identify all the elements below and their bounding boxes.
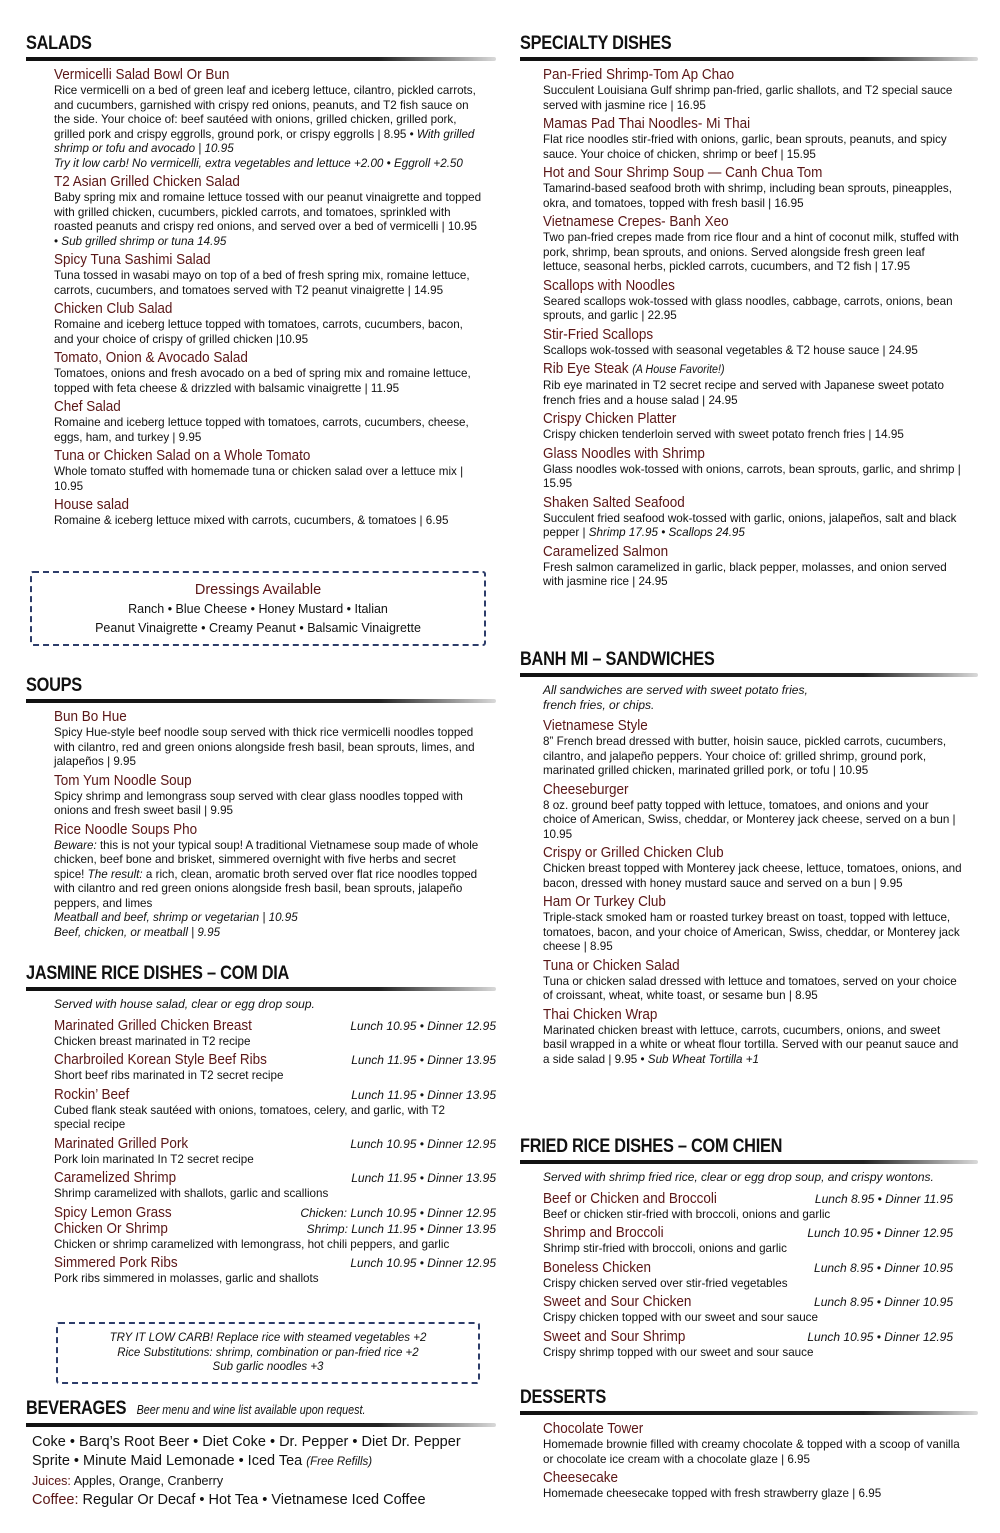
menu-item [543,278,978,323]
menu-item [543,1225,953,1256]
item-description: Rice vermicelli on a bed of green leaf and iceberg lettuce, cilantro, pickled carrots, and cucumbers, garnished with crispy red onions, peanuts, and T2 fish sauce on the side. Your choice of: beef sautéed with onions, grilled chicken, grilled pork, grilled pork and crispy eggrolls, ground pork, or crispy eggrolls | 8.95 • With grilled shrimp or tofu and avocado | 10.95 Try it low carb! No vermicelli, extra vegetables and lettuce +2.00 • Eggroll +2.50 [54,83,476,170]
item-name: Cheeseburger [543,781,629,798]
menu-item [54,252,496,297]
item-description: Crispy chicken tenderloin served with sweet potato french fries | 14.95 [543,427,904,441]
item-name: Stir-Fried Scallops [543,326,654,343]
menu-item [543,1294,953,1325]
dressings-title: Dressings Available [194,582,322,598]
item-name: Rice Noodle Soups Pho [54,821,198,838]
item-description: Beef or chicken stir-fried with broccoli, onions and garlic [543,1206,831,1221]
item-description: Scallops wok-tossed with seasonal vegetables & T2 house sauce | 24.95 [543,342,918,357]
item-description: Baby spring mix and romaine lettuce tossed with our peanut vinaigrette and topped with grilled chicken, cucumbers, pickled carrots, and tomatoes, sprinkled with roasted peanuts and crispy red onions, and served over a bed of vermicelli | 10.95 • Sub grilled shrimp or tuna 14.95 [54,190,482,248]
specialty-section [520,32,978,593]
item-description: Whole tomato stuffed with homemade tuna or chicken salad over a lettuce mix | 10.95 [54,464,464,493]
item-description: Seared scallops wok-tossed with glass noodles, cabbage, carrots, onions, bean sprouts, and garlic | 22.95 [543,293,953,322]
item-description: Tuna or chicken salad dressed with lettuce and tomatoes, served on your choice of croissant, wheat, white toast, or sesame bun | 8.95 [543,973,957,1002]
section-title: JASMINE RICE DISHES – COM DIA [26,963,290,984]
item-name: Spicy Tuna Sashimi Salad [54,252,211,268]
menu-item [54,1205,496,1252]
beverage-list [32,1433,496,1510]
menu-item [54,67,496,170]
item-description: Homemade brownie filled with creamy chocolate & topped with a scoop of vanilla or chocolate ice cream with a chocolate glaze | 6.95 [543,1437,960,1466]
beverage-line: Sprite • Minute Maid Lemonade • Iced Tea (Free Refills) [32,1453,373,1469]
item-description: Flat rice noodles stir-fried with onions, garlic, bean sprouts, peanuts, and spicy sauce. Your choice of chicken, shrimp or beef | 15.95 [543,132,947,161]
dressings-box [30,571,486,646]
item-price: Shrimp: Lunch 11.95 • Dinner 13.95 [306,1221,496,1236]
item-name: Crispy or Grilled Chicken Club [543,845,724,861]
item-name: Scallops with Noodles [543,277,675,294]
item-name: Hot and Sour Shrimp Soup — Canh Chua Tom [543,165,823,181]
section-underline [26,1423,496,1427]
section-underline [26,57,496,61]
section-underline [520,1160,978,1164]
house-favorite-tag: (A House Favorite!) [632,364,725,376]
item-name: Shaken Salted Seafood [543,494,685,511]
juices-line: Juices: Apples, Orange, Cranberry [32,1474,224,1488]
section-title: BEVERAGES Beer menu and wine list available upon request. [26,1398,366,1419]
item-name: Tom Yum Noodle Soup [54,772,192,789]
menu-item [543,894,978,954]
menu-item [543,1007,978,1067]
item-note: Try it low carb! No vermicelli, extra vegetables and lettuce +2.00 • Eggroll +2.50 [54,155,463,170]
section-note: Served with shrimp fried rice, clear or egg drop soup, and crispy wontons. [543,1170,934,1184]
menu-item [543,327,978,358]
item-name: Boneless Chicken [543,1259,651,1276]
item-description: Crispy chicken topped with our sweet and sour sauce [543,1310,818,1324]
item-description: Chicken breast topped with Monterey jack cheese, lettuce, tomatoes, onions, and bacon, dressed with honey mustard sauce and served on a bun | 9.95 [543,861,962,890]
section-subtitle: Beer menu and wine list available upon request. [136,1403,366,1417]
item-description: Beware: this is not your typical soup! A traditional Vietnamese soup made of whole chicken, beef bone and brisket, simmered overnight with five herbs and secret spice! The result: a rich, clean, aromatic broth served over flat rice noodles topped with cilantro and red green onions alongside fresh basil, bean sprouts, jalapeño peppers, and limes Meatball and beef, shrimp or vegetarian | 10.95 Beef, chicken, or meatball | 9.95 [54,837,479,939]
item-price: Lunch 11.95 • Dinner 13.95 [351,1087,496,1102]
item-name: Pan-Fried Shrimp-Tom Ap Chao [543,67,735,83]
menu-item [543,1421,978,1466]
menu-item [543,214,978,274]
section-title: BANH MI – SANDWICHES [520,649,715,670]
item-name: T2 Asian Grilled Chicken Salad [54,174,240,190]
item-name: House salad [54,497,129,513]
item-description: Two pan-fried crepes made from rice flour and a hint of coconut milk, stuffed with pork, shrimp, bean sprouts, and onions. Served alongside fresh green leaf lettuce, seasonal herbs, pickled carrots, cucumbers, and T2 fish | 17.95 [543,230,959,273]
item-description: Succulent Louisiana Gulf shrimp pan-fried, garlic shallots, and T2 special sauce served with jasmine rice | 16.95 [543,83,953,112]
menu-item [543,411,978,442]
section-title: SPECIALTY DISHES [520,33,672,54]
dressings-line: Ranch • Blue Cheese • Honey Mustard • Italian [128,602,388,616]
jasmine-rice-section [26,962,496,1290]
item-name: Ham Or Turkey Club [543,894,666,910]
item-description: Pork ribs simmered in molasses, garlic and shallots [54,1271,319,1285]
item-description: Crispy chicken served over stir-fried vegetables [543,1275,788,1290]
item-description: Romaine & iceberg lettuce mixed with carrots, cucumbers, & tomatoes | 6.95 [54,513,449,527]
section-title: FRIED RICE DISHES – COM CHIEN [520,1136,783,1157]
item-description: Chicken breast marinated in T2 recipe [54,1033,251,1048]
item-description: Tomatoes, onions and fresh avocado on a bed of spring mix and romaine lettuce, topped with feta cheese & drizzled with balsamic vinaigrette | 11.95 [54,366,471,395]
item-description: Rib eye marinated in T2 secret recipe and served with Japanese sweet potato french fries and a house salad | 24.95 [543,378,944,407]
item-name: Tuna or Chicken Salad on a Whole Tomato [54,448,311,464]
item-name: Vermicelli Salad Bowl Or Bun [54,67,230,83]
item-description: Crispy shrimp topped with our sweet and sour sauce [543,1344,814,1359]
item-name: Chocolate Tower [543,1421,644,1437]
desserts-section [520,1386,978,1505]
item-price: Lunch 10.95 • Dinner 12.95 [350,1256,496,1270]
item-name: Rib Eye Steak (A House Favorite!) [543,361,725,377]
menu-item [543,1329,953,1360]
menu-item [54,1052,496,1083]
item-name: Shrimp and Broccoli [543,1225,664,1241]
item-price: Chicken: Lunch 10.95 • Dinner 12.95 [300,1205,496,1220]
menu-item [543,495,978,540]
item-name: Marinated Grilled Chicken Breast [54,1017,252,1034]
low-carb-line: Sub garlic noodles +3 [212,1361,324,1373]
item-description: Romaine and iceberg lettuce topped with tomatoes, carrots, cucumbers, bacon, and your choice of crispy of grilled chicken |10.95 [54,317,463,346]
item-name: Thai Chicken Wrap [543,1006,658,1023]
item-price: Lunch 8.95 • Dinner 11.95 [814,1191,953,1206]
beverage-line: Coke • Barq’s Root Beer • Diet Coke • Dr. Pepper • Diet Dr. Pepper [32,1434,461,1450]
item-name: Tomato, Onion & Avocado Salad [54,350,248,366]
item-name: Vietnamese Crepes- Banh Xeo [543,214,729,230]
item-description: Chicken or shrimp caramelized with lemongrass, hot chili peppers, and garlic [54,1236,450,1251]
section-title: DESSERTS [520,1387,607,1408]
banh-mi-section [520,648,978,1070]
menu-item [54,399,496,444]
menu-item [54,1255,496,1286]
item-name: Beef or Chicken and Broccoli [543,1190,717,1207]
item-name: Crispy Chicken Platter [543,411,677,427]
item-description: Spicy shrimp and lemongrass soup served with clear glass noodles topped with onions and fresh sweet basil | 9.95 [54,788,463,817]
item-description: Glass noodles wok-tossed with onions, carrots, bean sprouts, garlic, and shrimp | 15.95 [543,461,961,490]
item-description: Succulent fried seafood wok-tossed with garlic, onions, jalapeños, salt and black pepper | Shrimp 17.95 • Scallops 24.95 [543,510,957,539]
section-underline [26,699,496,703]
item-name: Spicy Lemon Grass [54,1204,172,1221]
item-name: Rockin’ Beef [54,1086,130,1103]
menu-item [54,773,496,818]
section-note: Served with house salad, clear or egg drop soup. [54,997,315,1011]
section-title: SOUPS [26,675,82,696]
item-price: Lunch 10.95 • Dinner 12.95 [807,1329,953,1344]
menu-item [543,116,978,161]
item-name: Chef Salad [54,399,121,415]
section-underline [520,57,978,61]
item-name: Marinated Grilled Pork [54,1135,189,1152]
menu-item [543,165,978,210]
menu-item [54,174,496,248]
item-name: Sweet and Sour Chicken [543,1294,692,1310]
menu-item [543,1470,978,1501]
menu-item [543,1191,953,1222]
menu-item [543,446,978,491]
item-price: Lunch 11.95 • Dinner 13.95 [351,1053,496,1067]
menu-item [543,67,978,112]
section-underline [520,1411,978,1415]
item-name: Simmered Pork Ribs [54,1255,178,1271]
item-description: Tuna tossed in wasabi mayo on top of a bed of fresh spring mix, romaine lettuce, carrots, cucumbers, and tomatoes served with T2 peanut vinaigrette | 14.95 [54,268,470,297]
item-description: Fresh salmon caramelized in garlic, black pepper, molasses, and onion served with jasmine rice | 24.95 [543,559,947,588]
item-description: 8 oz. ground beef patty topped with lettuce, tomatoes, and onions and your choice of American, Swiss, cheddar, or Monterey jack cheese, served on a bun | 10.95 [543,797,956,841]
item-name: Chicken Club Salad [54,301,173,317]
menu-item [543,718,978,778]
item-name: Chicken Or Shrimp [54,1220,168,1237]
menu-item [54,709,496,769]
item-name: Sweet and Sour Shrimp [543,1328,686,1345]
section-underline [26,987,496,991]
item-price: Lunch 10.95 • Dinner 12.95 [350,1136,496,1151]
item-name: Vietnamese Style [543,718,648,734]
item-price: Lunch 11.95 • Dinner 13.95 [351,1171,496,1185]
menu-item [543,544,978,589]
section-underline [520,673,978,677]
item-description: Short beef ribs marinated in T2 secret recipe [54,1068,284,1082]
item-price: Lunch 8.95 • Dinner 10.95 [814,1260,953,1275]
item-description: Pork loin marinated In T2 secret recipe [54,1151,254,1166]
menu-item [543,782,978,842]
item-description: 8” French bread dressed with butter, hoisin sauce, pickled carrots, cucumbers, cilantro, and jalapeño peppers. Your choice of: grilled shrimp, ground pork, marinated grilled chicken, marinated grilled pork, or tofu | 10.95 [543,734,947,777]
item-name: Caramelized Shrimp [54,1170,177,1186]
menu-item [54,448,496,493]
menu-item [54,822,496,940]
coffee-line: Coffee: Regular Or Decaf • Hot Tea • Vietnamese Iced Coffee [32,1492,426,1508]
item-description: Triple-stack smoked ham or roasted turkey breast on toast, topped with lettuce, tomatoes, bacon, and your choice of American, Swiss, cheddar, or Monterey jack cheese | 8.95 [543,910,960,953]
item-description: Tamarind-based seafood broth with shrimp, including bean sprouts, pineapples, okra, and tomatoes, topped with fresh basil | 16.95 [543,181,952,210]
fried-rice-section [520,1135,978,1363]
item-name: Caramelized Salmon [543,543,669,560]
soups-section [26,674,496,943]
menu-item [543,1260,953,1291]
menu-item [543,958,978,1003]
menu-item [54,1170,496,1201]
item-description: Spicy Hue-style beef noodle soup served with thick rice vermicelli noodles topped with cilantro, red and green onions alongside fresh basil, bean sprouts, limes, and jalapeños | 9.95 [54,725,475,768]
item-name: Tuna or Chicken Salad [543,957,680,974]
item-price: Lunch 8.95 • Dinner 10.95 [814,1295,953,1309]
menu-item [54,497,496,528]
item-name: Bun Bo Hue [54,709,127,725]
low-carb-line: Rice Substitutions: shrimp, combination or pan-fried rice +2 [117,1346,419,1359]
item-name: Mamas Pad Thai Noodles- Mi Thai [543,116,751,132]
item-description: Marinated chicken breast with lettuce, carrots, cucumbers, onions, and sweet basil wrapped in a white or wheat flour tortilla. Served with our peanut sauce and a side salad | 9.95 • Sub Wheat Tortilla +1 [543,1022,959,1066]
item-description: Romaine and iceberg lettuce topped with tomatoes, carrots, cucumbers, cheese, eggs, ham, and turkey | 9.95 [54,415,469,444]
item-price: Lunch 10.95 • Dinner 12.95 [807,1226,953,1240]
item-description: Shrimp stir-fried with broccoli, onions and garlic [543,1241,787,1255]
menu-item [54,1018,496,1049]
item-price: Lunch 10.95 • Dinner 12.95 [350,1018,496,1033]
dressings-line: Peanut Vinaigrette • Creamy Peanut • Balsamic Vinaigrette [95,621,421,635]
item-name: Charbroiled Korean Style Beef Ribs [54,1052,267,1068]
low-carb-box [56,1322,480,1384]
menu-item [54,1136,496,1167]
section-note: All sandwiches are served with sweet potato fries, french fries, or chips. [543,683,808,712]
menu-item [54,1087,496,1132]
beverages-section [26,1397,496,1510]
menu-item [543,361,978,407]
item-description: Shrimp caramelized with shallots, garlic and scallions [54,1186,329,1200]
salads-section [26,32,496,532]
item-description: Cubed flank steak sautéed with onions, tomatoes, celery, and garlic, with T2 special recipe [54,1102,446,1131]
menu-item [543,845,978,890]
item-description: Homemade cheesecake topped with fresh strawberry glaze | 6.95 [543,1486,882,1500]
item-name: Cheesecake [543,1470,618,1486]
item-name: Glass Noodles with Shrimp [543,445,705,462]
low-carb-line: TRY IT LOW CARB! Replace rice with steamed vegetables +2 [109,1332,427,1344]
menu-item [54,350,496,395]
menu-item [54,301,496,346]
section-title: SALADS [26,33,92,54]
